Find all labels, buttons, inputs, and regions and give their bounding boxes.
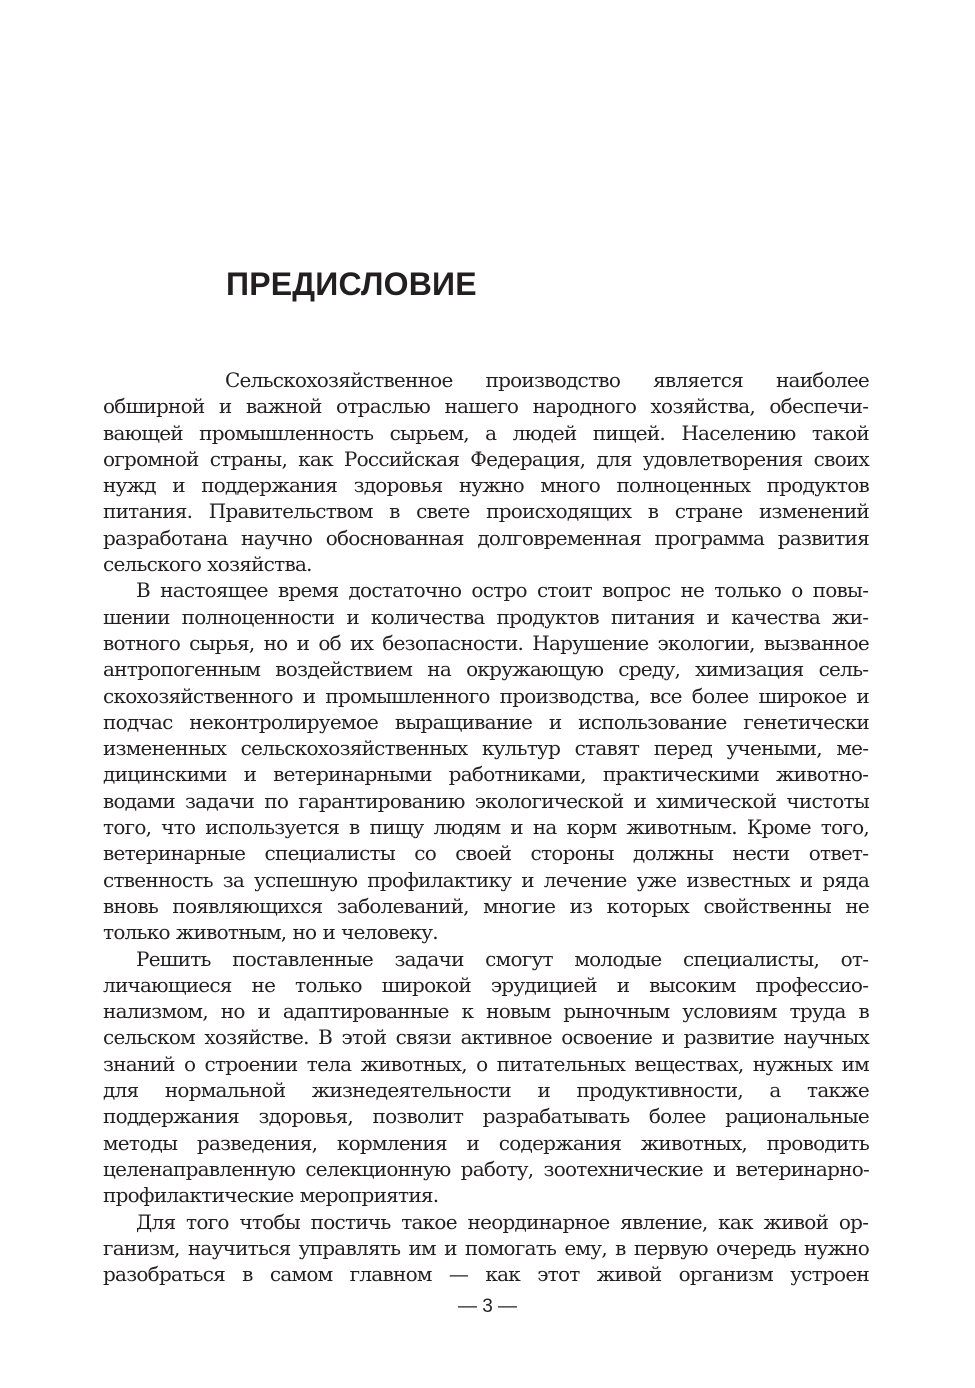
page-number: — 3 — (457, 1296, 518, 1317)
page-title: ПРЕДИСЛОВИЕ (226, 266, 477, 302)
paragraph: Решить поставленные задачи смогут молодые специалисты, отличающиеся не только широкой эрудицией и высоким профессионализмом, но и адаптированные к новым рыночным условиям труда в сельском хозяйстве. В этой связи активное освоение и развитие научных знаний о строении тела животных, о питательных веществах, нужных им для нормальной жизнедеятельности и продуктивности, а также поддержания здоровья, позволит разрабатывать более рациональные методы разведения, кормления и содержания животных, проводить целенаправленную селекционную работу, зоотехнические и ветеринарно-профилактические мероприятия. (103, 946, 869, 1208)
paragraph: Сельскохозяйственное производство является наиболее обширной и важной отраслью нашего народного хозяйства, обеспечивающей промышленность сырьем, а людей пищей. Населению такой огромной страны, как Российская Федерация, для удовлетворения своих нужд и поддержания здоровья нужно много полноценных продуктов питания. Правительством в свете происходящих в стране изменений разработана научно обоснованная долговременная программа развития сельского хозяйства. (103, 368, 869, 577)
paragraph: Для того чтобы постичь такое неординарное явление, как живой организм, научиться управлять им и помогать ему, в первую очередь нужно разобраться в самом главном — как этот живой организм устроен (103, 1209, 869, 1287)
paragraph: В настоящее время достаточно остро стоит вопрос не только о повышении полноценности и количества продуктов питания и качества животного сырья, но и об их безопасности. Нарушение экологии, вызванное антропогенным воздействием на окружающую среду, химизация сельскохозяйственного и промышленного производства, все более широкое и подчас неконтролируемое выращивание и использование генетически измененных сельскохозяйственных культур ставят перед учеными, медицинскими и ветеринарными работниками, практическими животноводами задачи по гарантированию экологической и химической чистоты того, что используется в пищу людям и на корм животным. Кроме того, ветеринарные специалисты со своей стороны должны нести ответственность за успешную профилактику и лечение уже известных и ряда вновь появляющихся заболеваний, многие из которых свойственны не только животным, но и человеку. (103, 578, 869, 945)
body-text (103, 367, 869, 1287)
